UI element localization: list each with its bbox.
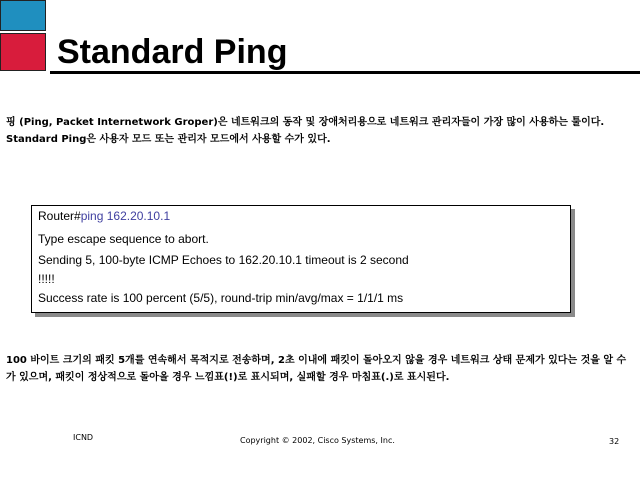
console-box xyxy=(31,205,571,313)
console-prompt: Router# xyxy=(38,209,81,223)
decor-square-blue xyxy=(0,0,46,31)
footer-page-number: 32 xyxy=(609,437,620,446)
title-underline xyxy=(50,71,640,74)
footer-course: ICND xyxy=(73,433,94,442)
console-command-line xyxy=(38,209,170,223)
console-line: Sending 5, 100-byte ICMP Echoes to 162.20.10.1 timeout is 2 second xyxy=(38,253,409,267)
console-line: Success rate is 100 percent (5/5), round-trip min/avg/max = 1/1/1 ms xyxy=(38,291,404,305)
description-text: 100 바이트 크기의 패킷 5개를 연속해서 목적지로 전송하며, 2초 이내에 패킷이 돌아오지 않을 경우 네트워크 상태 문제가 있다는 것을 알 수가 있으며, 패킷이 정상적으로 돌아올 경우 느낌표(!)로 표시되며, 실패할 경우 마침표(.)로 표시된다. xyxy=(6,355,627,383)
console-line: !!!!! xyxy=(38,272,55,286)
console-line: Type escape sequence to abort. xyxy=(38,232,209,246)
slide-title: Standard Ping xyxy=(57,33,288,71)
footer-copyright: Copyright © 2002, Cisco Systems, Inc. xyxy=(240,436,395,445)
intro-text: 핑 (Ping, Packet Internetwork Groper)은 네트워크의 동작 및 장애처리용으로 네트워크 관리자들이 가장 많이 사용하는 툴이다. Standard Ping은 사용자 모드 또는 관리자 모드에서 사용할 수가 있다. xyxy=(6,117,605,145)
decor-square-red xyxy=(0,33,46,71)
console-command: ping 162.20.10.1 xyxy=(80,209,171,223)
